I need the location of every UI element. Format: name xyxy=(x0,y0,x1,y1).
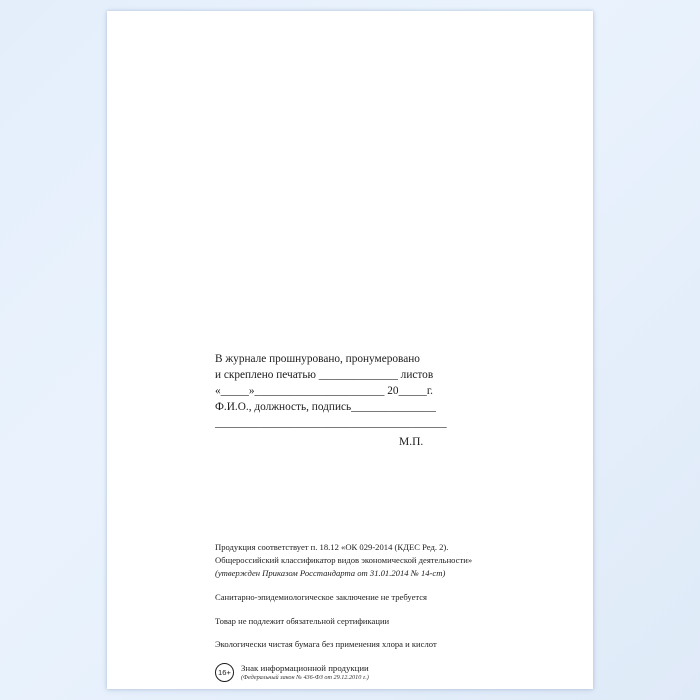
document-page xyxy=(107,11,593,689)
certification-line-2: и скреплено печатью ______________ листов xyxy=(215,369,434,382)
legal-footer-block xyxy=(215,541,555,682)
age-rating-title: Знак информационной продукции xyxy=(241,663,369,674)
certification-line-1: В журнале прошнуровано, пронумеровано xyxy=(215,353,420,365)
compliance-line-2: Общероссийский классификатор видов экономической деятельности» xyxy=(215,554,473,565)
certification-line-4: Ф.И.О., должность, подпись_______________ xyxy=(215,401,436,414)
age-rating-text-wrap xyxy=(241,663,369,682)
age-rating-row xyxy=(215,663,555,682)
footer-spacer-3 xyxy=(215,627,555,638)
certification-text-block xyxy=(215,351,545,431)
age-rating-badge-icon: 16+ xyxy=(215,663,234,682)
footer-spacer-2 xyxy=(215,604,555,615)
certification-line-5: _________________________________________ xyxy=(215,417,447,430)
footer-spacer-1 xyxy=(215,580,555,591)
compliance-line-3: (утвержден Приказом Росстандарта от 31.01.2014 № 14-ст) xyxy=(215,567,446,578)
compliance-line-1: Продукция соответствует п. 18.12 «ОК 029-2014 (КДЕС Ред. 2). xyxy=(215,542,449,552)
age-rating-law-reference: (Федеральный закон № 436-ФЗ от 29.12.2010 г.) xyxy=(241,674,369,682)
stamp-place-label: М.П. xyxy=(399,436,424,448)
certification-line-3: «_____»_______________________ 20_____г. xyxy=(215,385,433,398)
note-sanitary: Санитарно-эпидемиологическое заключение не требуется xyxy=(215,591,428,602)
note-eco-paper: Экологически чистая бумага без применения хлора и кислот xyxy=(215,639,437,650)
note-certification: Товар не подлежит обязательной сертификации xyxy=(215,615,390,626)
